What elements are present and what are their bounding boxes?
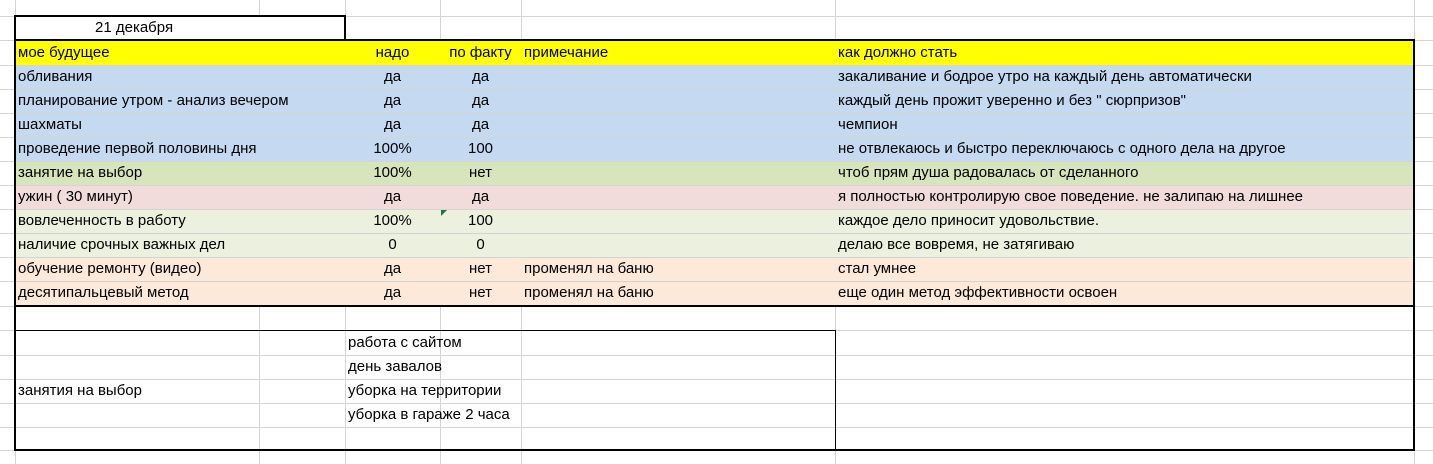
task-note-cell[interactable] [521,185,835,209]
task-fact-cell[interactable]: 100 [467,140,494,157]
header-should-be[interactable]: как должно стать [838,44,958,61]
task-should-be-cell[interactable]: не отвлекаюсь и быстро переключаюсь с одного дела на другое [838,140,1286,157]
task-name-cell[interactable]: планирование утром - анализ вечером [18,92,289,109]
task-name-cell[interactable]: ужин ( 30 минут) [18,188,133,205]
header-note[interactable]: примечание [524,44,609,61]
choice-item[interactable]: день завалов [348,358,442,375]
task-fact-cell[interactable]: 0 [476,236,485,253]
task-fact-cell[interactable]: нет [469,164,492,181]
task-should-be-cell[interactable]: чтоб прям душа радовалась от сделанного [838,164,1139,181]
task-fact-cell[interactable]: да [471,116,490,133]
choice-label[interactable]: занятия на выбор [18,382,142,399]
task-note-cell[interactable] [521,233,835,257]
task-name-cell[interactable]: десятипальцевый метод [18,284,189,301]
task-note-cell[interactable] [521,89,835,113]
choice-item[interactable]: работа с сайтом [348,334,462,351]
task-need-cell[interactable]: 100% [373,164,412,181]
task-name-cell[interactable]: занятие на выбор [18,164,143,181]
task-need-cell[interactable]: 0 [388,236,397,253]
task-fact-cell[interactable]: да [471,68,490,85]
task-should-be-cell[interactable]: чемпион [838,116,898,133]
header-need[interactable]: надо [375,44,410,61]
header-fact[interactable]: по факту [449,44,512,61]
task-need-cell[interactable]: да [383,116,402,133]
choice-item[interactable]: уборка в гараже 2 часа [348,406,510,423]
task-name-cell[interactable]: наличие срочных важных дел [18,236,226,253]
task-need-cell[interactable]: да [383,260,402,277]
task-should-be-cell[interactable]: каждое дело приносит удовольствие. [838,212,1099,229]
task-name-cell[interactable]: шахматы [18,116,82,133]
task-name-cell[interactable]: обучение ремонту (видео) [18,260,202,277]
task-need-cell[interactable]: 100% [373,140,412,157]
task-note-cell[interactable]: променял на баню [524,260,654,277]
task-need-cell[interactable]: да [383,68,402,85]
task-should-be-cell[interactable]: стал умнее [838,260,917,277]
task-need-cell[interactable]: да [383,188,402,205]
task-should-be-cell[interactable]: закаливание и бодрое утро на каждый день автоматически [838,68,1252,85]
choice-item[interactable]: уборка на территории [348,382,502,399]
task-name-cell[interactable]: проведение первой половины дня [18,140,257,157]
task-should-be-cell[interactable]: делаю все вовремя, не затягиваю [838,236,1075,253]
task-need-cell[interactable]: да [383,284,402,301]
task-fact-cell[interactable]: 100 [467,212,494,229]
task-need-cell[interactable]: 100% [373,212,412,229]
task-fact-cell[interactable]: нет [469,284,492,301]
task-note-cell[interactable] [521,209,835,233]
task-note-cell[interactable] [521,113,835,137]
header-future[interactable]: мое будущее [18,44,110,61]
task-name-cell[interactable]: вовлеченность в работу [18,212,186,229]
task-should-be-cell[interactable]: я полностью контролирую свое поведение. не залипаю на лишнее [838,188,1304,205]
task-note-cell[interactable] [521,65,835,89]
task-need-cell[interactable]: да [383,92,402,109]
date-cell[interactable] [15,16,345,40]
task-fact-cell[interactable]: да [471,92,490,109]
task-should-be-cell[interactable]: каждый день прожит уверенно и без " сюрпризов" [838,92,1187,109]
date-label: 21 декабря [95,19,174,36]
task-note-cell[interactable] [521,137,835,161]
comment-indicator-icon[interactable] [441,210,447,216]
task-name-cell[interactable]: обливания [18,68,93,85]
task-should-be-cell[interactable]: еще один метод эффективности освоен [838,284,1118,301]
task-note-cell[interactable]: променял на баню [524,284,654,301]
task-fact-cell[interactable]: нет [469,260,492,277]
task-note-cell[interactable] [521,161,835,185]
task-fact-cell[interactable]: да [471,188,490,205]
